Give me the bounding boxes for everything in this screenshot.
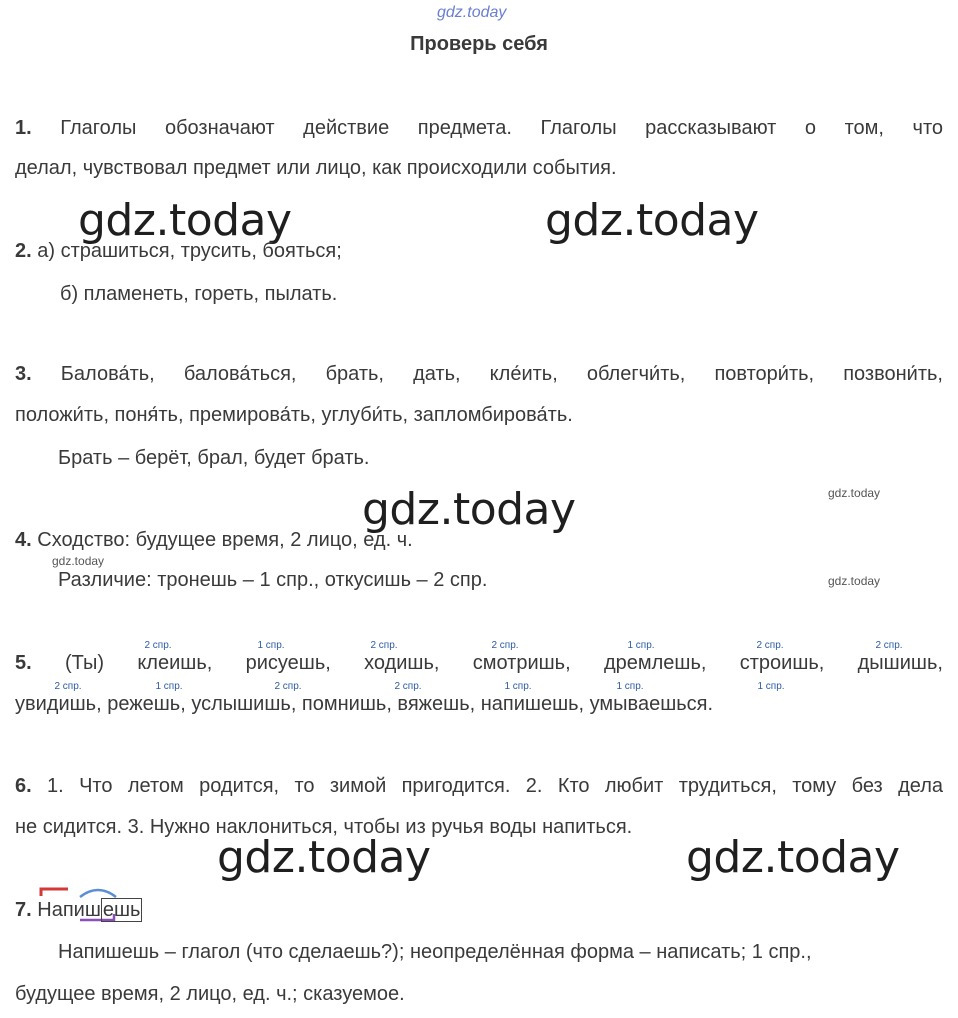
task7-line2: будущее время, 2 лицо, ед. ч.; сказуемое. <box>15 983 405 1005</box>
conjugation-note: 2 спр. <box>875 640 903 651</box>
conjugation-note: 2 спр. <box>394 681 422 692</box>
task3-line3: Брать – берёт, брал, будет брать. <box>58 447 370 469</box>
task5-word: клеишь, <box>137 652 213 674</box>
task7-line1: Напишешь – глагол (что сделаешь?); неопределённая форма – написать; 1 спр., <box>58 941 812 963</box>
watermark-top: gdz.today <box>437 4 507 21</box>
conjugation-note: 1 спр. <box>155 681 183 692</box>
task5-word: дремлешь, <box>603 652 707 674</box>
watermark-small: gdz.today <box>52 554 105 568</box>
conjugation-note: 2 спр. <box>274 681 302 692</box>
task5-number: 5. <box>15 652 32 674</box>
conjugation-note: 1 спр. <box>257 640 285 651</box>
watermark-small: gdz.today <box>828 574 881 588</box>
task6-text: 1. Что летом родится, то зимой пригодится. 2. Кто любит трудиться, тому без дела <box>47 775 943 797</box>
task7-number: 7. <box>15 899 32 921</box>
task1-line1 <box>15 116 943 140</box>
task3-text: Балова́ть, балова́ться, брать, дать, кле́ить, облегчи́ть, повтори́ть, позвони́ть, <box>60 363 943 385</box>
word-ending: ешь <box>102 899 141 921</box>
task3-line1 <box>15 362 943 386</box>
task6-number: 6. <box>15 775 32 797</box>
watermark: gdz.today <box>362 484 576 535</box>
watermark-small: gdz.today <box>828 486 881 500</box>
page-title: Проверь себя <box>410 33 548 55</box>
task2-line2: б) пламенеть, гореть, пылать. <box>60 283 338 305</box>
conjugation-note: 1 спр. <box>504 681 532 692</box>
task1-number: 1. <box>15 117 32 139</box>
task1-line2: делал, чувствовал предмет или лицо, как происходили события. <box>15 157 617 179</box>
conjugation-note: 2 спр. <box>370 640 398 651</box>
task2-text: а) страшиться, трусить, бояться; <box>37 240 342 262</box>
task5-word: ходишь, <box>364 652 440 674</box>
watermark: gdz.today <box>545 195 759 246</box>
task6-line2: не сидится. 3. Нужно наклониться, чтобы из ручья воды напиться. <box>15 816 633 838</box>
task5-word: (Ты) <box>64 652 105 674</box>
task1-text: Глаголы обозначают действие предмета. Глаголы рассказывают о том, что <box>60 117 944 139</box>
task5-word: рисуешь, <box>245 652 331 674</box>
conjugation-note: 2 спр. <box>144 640 172 651</box>
watermark: gdz.today <box>78 195 292 246</box>
watermark: gdz.today <box>217 832 431 883</box>
conjugation-note: 2 спр. <box>54 681 82 692</box>
conjugation-note: 2 спр. <box>491 640 519 651</box>
word-root: пиш <box>62 899 101 921</box>
task6-line1 <box>15 774 943 798</box>
conjugation-note: 1 спр. <box>616 681 644 692</box>
task4-line2: Различие: тронешь – 1 спр., откусишь – 2 спр. <box>58 569 488 591</box>
task2-number: 2. <box>15 240 32 262</box>
conjugation-note: 2 спр. <box>756 640 784 651</box>
task3-line2: положи́ть, поня́ть, премирова́ть, углуби́ть, запломбирова́ть. <box>15 404 573 426</box>
task4-line1 <box>15 528 413 552</box>
task5-word: дышишь, <box>857 652 943 674</box>
task5-word: строишь, <box>739 652 825 674</box>
task7-word-line <box>15 898 142 922</box>
conjugation-note: 1 спр. <box>627 640 655 651</box>
watermark: gdz.today <box>686 832 900 883</box>
task5-line1 <box>15 651 943 675</box>
task4-number: 4. <box>15 529 32 551</box>
task5-word: смотришь, <box>472 652 571 674</box>
task5-line2: увидишь, режешь, услышишь, помнишь, вяжешь, напишешь, умываешься. <box>15 693 714 715</box>
task2-line1 <box>15 239 342 263</box>
word-prefix: На <box>37 899 63 921</box>
task4-text: Сходство: будущее время, 2 лицо, ед. ч. <box>37 529 413 551</box>
task3-number: 3. <box>15 363 32 385</box>
conjugation-note: 1 спр. <box>757 681 785 692</box>
